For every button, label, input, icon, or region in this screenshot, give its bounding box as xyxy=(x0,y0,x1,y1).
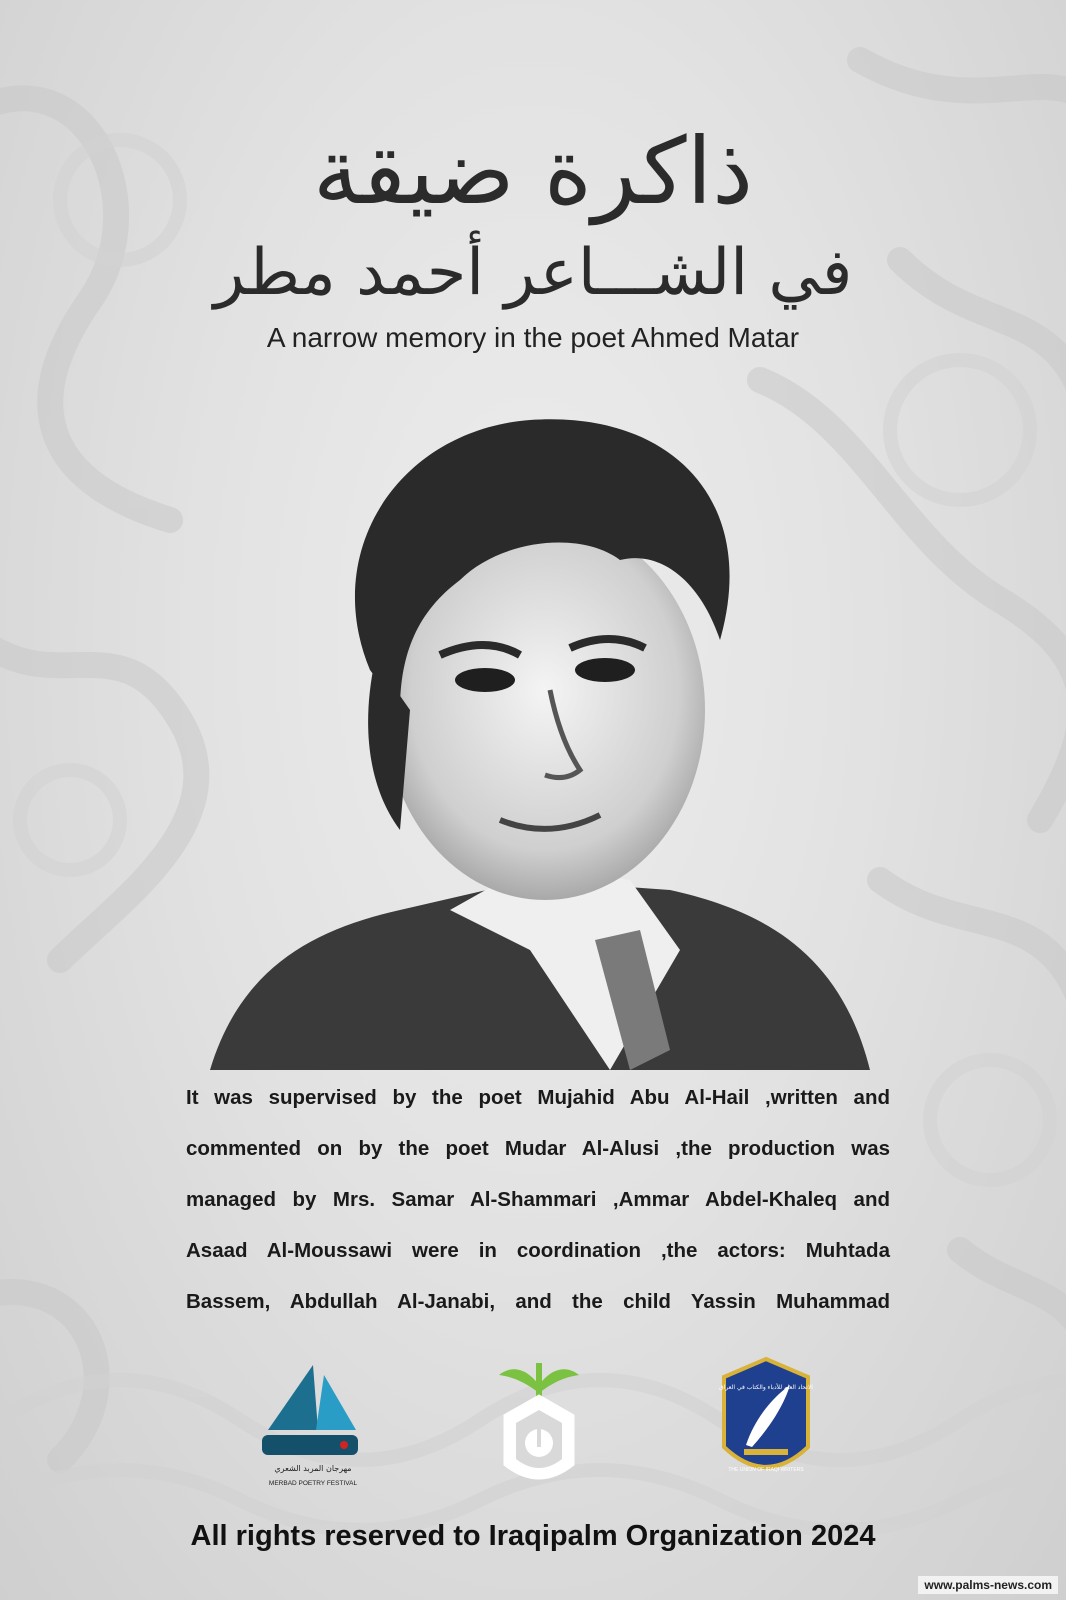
rights-footer: All rights reserved to Iraqipalm Organization 2024 xyxy=(190,1520,876,1552)
credits-line: Bassem, Abdullah Al-Janabi, and the child Yassin Muhammad xyxy=(186,1290,890,1313)
union-english-label: THE UNION OF IRAQI WRITERS xyxy=(728,1467,804,1473)
union-arabic-label: الاتحاد العام للأدباء والكتاب في العراق xyxy=(719,1384,813,1391)
mirbad-english-label: MERBAD POETRY FESTIVAL xyxy=(268,1480,358,1487)
title-arabic: ذاكرة ضيقة xyxy=(312,118,754,225)
title-english: A narrow memory in the poet Ahmed Matar xyxy=(266,322,800,353)
credits-line: managed by Mrs. Samar Al-Shammari ,Ammar Abdel-Khaleq and xyxy=(186,1188,890,1211)
iraqipalm-logo xyxy=(494,1355,584,1493)
site-watermark: www.palms-news.com xyxy=(918,1576,1058,1594)
credits-line: It was supervised by the poet Mujahid Abu Al-Hail ,written and xyxy=(186,1086,890,1109)
credits-line: commented on by the poet Mudar Al-Alusi ,the production was xyxy=(186,1137,890,1160)
credits-text xyxy=(186,1072,890,1327)
poet-portrait xyxy=(200,410,890,1090)
credits-line: Asaad Al-Moussawi were in coordination ,the actors: Muhtada xyxy=(186,1239,890,1262)
union-iraqi-writers-logo xyxy=(718,1355,814,1491)
mirbad-arabic-label: مهرجان المربد الشعري xyxy=(274,1464,352,1473)
subtitle-arabic: في الشـــاعر أحمد مطر xyxy=(213,236,853,310)
mirbad-festival-logo xyxy=(258,1355,368,1495)
